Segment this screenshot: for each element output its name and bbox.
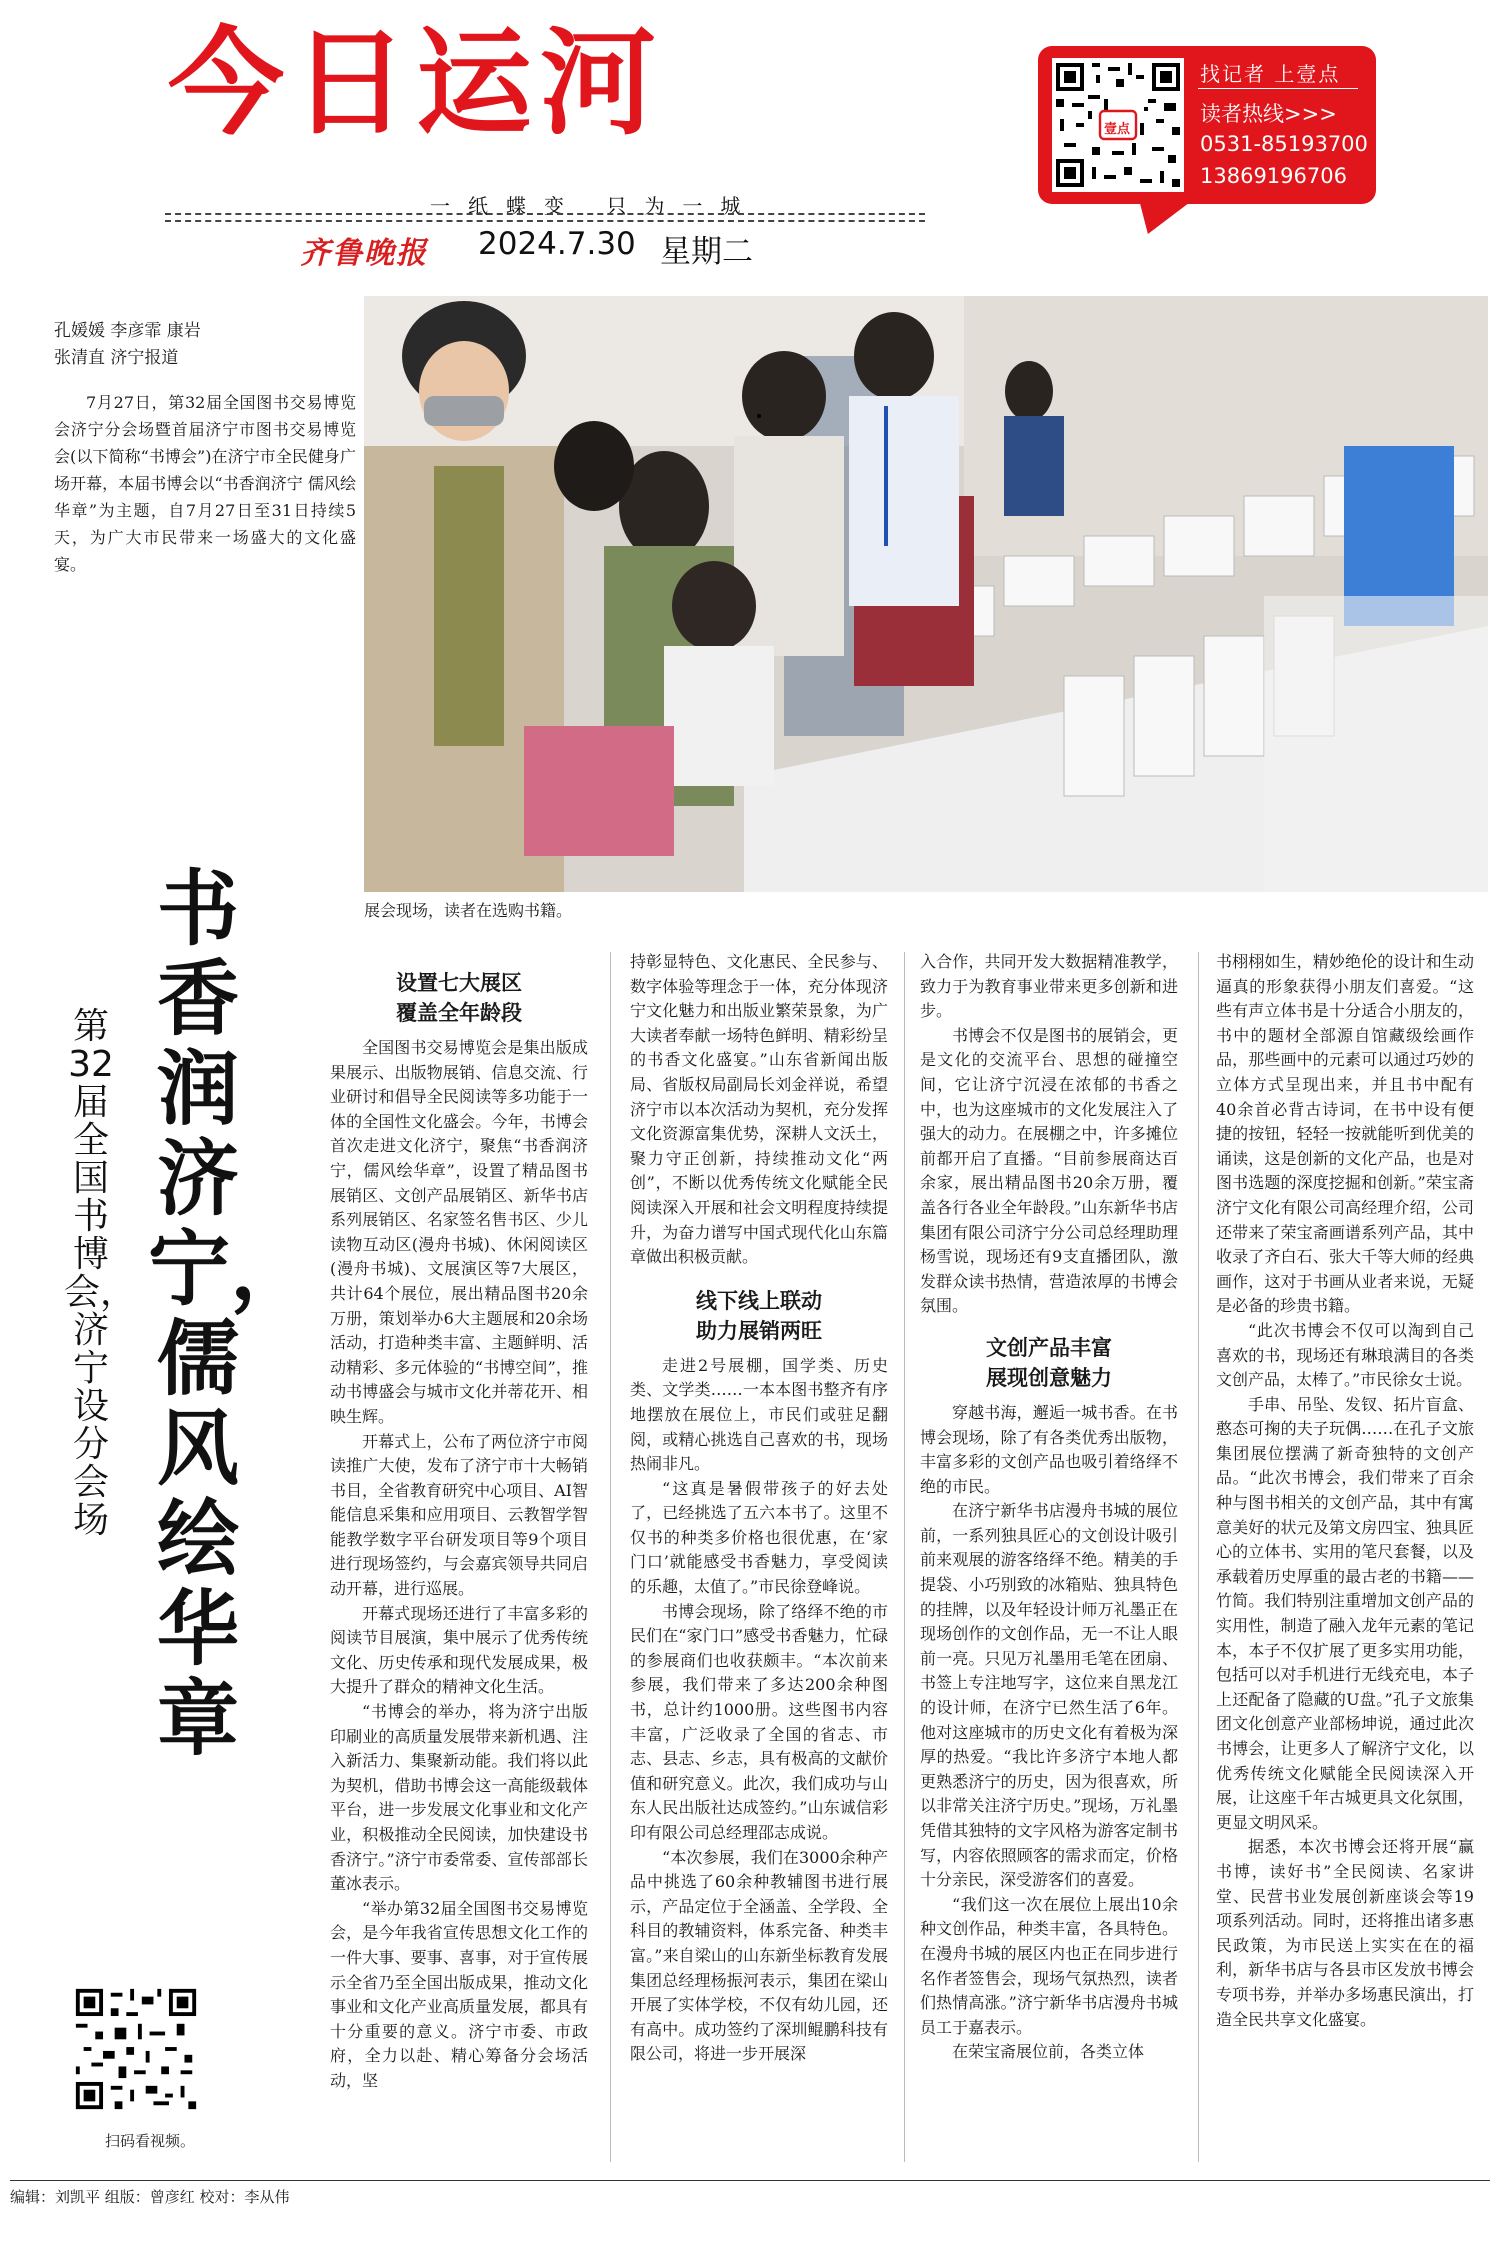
- section-heading: [330, 968, 588, 1028]
- footer-divider: [10, 2180, 1490, 2181]
- paragraph: 据悉，本次书博会还将开展“赢书博，读好书”全民阅读、名家讲堂、民营书业发展创新座谈会等19项系列活动。同时，还将推出诸多惠民政策，为市民送上实实在在的福利，新华书店与各县市区发放书博会专项书券，并举办多场惠民演出，打造全民共享文化盛宴。: [1216, 1837, 1474, 2029]
- article-column-1: [330, 966, 588, 2094]
- paragraph: 书博会现场，除了络绎不绝的市民们在“家门口”感受书香魅力，忙碌的参展商们也收获颇丰。“本次前来参展，我们带来了多达200余种图书，总计约1000册。这些图书内容丰富，广泛收录了全国的省志、市志、县志、乡志，具有极高的文献价值和研究意义。此次，我们成功与山东人民出版社达成签约。”山东诚信彩印有限公司总经理邵志成说。: [630, 1601, 888, 1842]
- paragraph: “书博会的举办，将为济宁出版印刷业的高质量发展带来新机遇、注入新活力、集聚新动能。我们将以此为契机，借助书博会这一高能级载体平台，进一步发展文化事业和文化产业，积极推动全民阅读，加快建设书香济宁。”济宁市委常委、宣传部部长董冰表示。: [330, 1702, 588, 1894]
- book-fair-scene-illustration: [364, 296, 1488, 892]
- paragraph: “这真是暑假带孩子的好去处了，已经挑选了五六本书了。这里不仅书的种类多价格也很优惠，在‘家门口’就能感受书香魅力，享受阅读的乐趣，太值了。”市民徐登峰说。: [630, 1478, 888, 1597]
- news-photo: [364, 296, 1488, 892]
- section-heading: [920, 1333, 1178, 1393]
- hotline-divider: [1198, 88, 1358, 89]
- main-headline: 书香润济宁，儒风绘华章: [148, 861, 313, 1767]
- hotline-label: 读者热线>>>: [1200, 102, 1337, 126]
- issue-weekday: 星期二: [660, 234, 753, 270]
- masthead-slogan: 一纸蝶变 只为一城: [430, 194, 759, 218]
- column-divider: [1198, 952, 1199, 2162]
- hotline-phone-1: 0531-85193700: [1200, 132, 1368, 156]
- paragraph: 在济宁新华书店漫舟书城的展位前，一系列独具匠心的文创设计吸引前来观展的游客络绎不绝。精美的手提袋、小巧别致的冰箱贴、独具特色的挂牌，以及年轻设计师万礼墨正在现场创作的文创作品，无一不让人眼前一亮。只见万礼墨用毛笔在团扇、书签上专注地写字，这位来自黑龙江的设计师，在济宁已然生活了6年。他对这座城市的历史文化有着极为深厚的热爱。“我比许多济宁本地人都更熟悉济宁的历史，因为很喜欢，所以非常关注济宁历史。”现场，万礼墨凭借其独特的文字风格为游客定制书写，内容依照顾客的需求而定，价格十分亲民，深受游客们的喜爱。: [920, 1501, 1178, 1890]
- paragraph: 穿越书海，邂逅一城书香。在书博会现场，除了有各类优秀出版物，丰富多彩的文创产品也吸引着络绎不绝的市民。: [920, 1402, 1178, 1496]
- paragraph: 手串、吊坠、发钗、拓片盲盒、憨态可掬的夫子玩偶……在孔子文旅集团展位摆满了新奇独特的文创产品。“此次书博会，我们带来了百余种与图书相关的文创产品，其中有寓意美好的状元及第文房四宝、独具匠心的立体书、实用的笔尺套餐，以及承载着历史厚重的最古老的书籍——竹简。我们特别注重增加文创产品的实用性，制造了融入龙年元素的笔记本，本子不仅扩展了更多实用功能，包括可以对手机进行无线充电，本子上还配备了隐藏的U盘。”孔子文旅集团文化创意产业部杨坤说，通过此次书博会，让更多人了解济宁文化，以优秀传统文化赋能全民阅读深入开展，让这座千年古城更具文化氛围，更显文明风采。: [1216, 1394, 1474, 1832]
- column-divider: [904, 952, 905, 2162]
- qr-badge: 壹点: [1104, 122, 1131, 137]
- paragraph: “本次参展，我们在3000余种产品中挑选了60余种教辅图书进行展示，产品定位于全涵盖、全学段、全科目的教辅资料，体系完备、种类丰富。”来自梁山的山东新坐标教育发展集团总经理杨振河表示，集团在梁山开展了实体学校，不仅有幼儿园，还有高中。成功签约了深圳鲲鹏科技有限公司，将进一步开展深: [630, 1847, 888, 2064]
- paragraph: “举办第32届全国图书交易博览会，是今年我省宣传思想文化工作的一件大事、要事、喜事，对于宣传展示全省乃至全国出版成果，推动文化事业和文化产业高质量发展，都具有十分重要的意义。济宁市委、市政府，全力以赴、精心筹备分会场活动，坚: [330, 1898, 588, 2090]
- section-heading: [630, 1286, 888, 1346]
- paragraph: 在荣宝斋展位前，各类立体: [952, 2042, 1145, 2062]
- byline: [54, 318, 364, 372]
- section-heading-line: 助力展销两旺: [696, 1318, 822, 1343]
- paragraph: 书博会不仅是图书的展销会，更是文化的交流平台、思想的碰撞空间，它让济宁沉浸在浓郁的书香之中，也为这座城市的文化发展注入了强大的动力。在展棚之中，许多摊位前都开启了直播。“目前参展商达百余家，展出精品图书20余万册，覆盖各行各业全年龄段。”山东新华书店集团有限公司济宁分公司总经理助理杨雪说，现场还有9支直播团队，激发群众读书热情，营造浓厚的书博会氛围。: [920, 1025, 1178, 1316]
- article-column-4: [1216, 950, 1474, 2032]
- paragraph: “我们这一次在展位上展出10余种文创作品，种类丰富，各具特色。在漫舟书城的展区内也正在同步进行名作者签售会，现场气氛热烈，读者们热情高涨。”济宁新华书店漫舟书城员工于嘉表示。: [920, 1894, 1178, 2037]
- qr-code-hotline[interactable]: [1052, 58, 1184, 192]
- paragraph: 开幕式上，公布了两位济宁市阅读推广大使，发布了济宁市十大畅销书目，全省教育研究中心项目、AI智能信息采集和应用项目、云教智学智能教学数字平台研发项目等9个项目进行现场签约，与会嘉宾领导共同启动开幕，进行巡展。: [330, 1431, 588, 1599]
- column-divider: [610, 952, 611, 2162]
- hotline-phone-2: 13869196706: [1200, 164, 1347, 188]
- masthead-divider: [165, 220, 925, 222]
- masthead-divider: [165, 213, 925, 215]
- article-column-3: [920, 950, 1178, 2065]
- photo-caption: 展会现场，读者在选购书籍。: [364, 901, 573, 920]
- article-lead: 7月27日，第32届全国图书交易博览会济宁分会场暨首届济宁市图书交易博览会(以下简称“书博会”)在济宁市全民健身广场开幕，本届书博会以“书香润济宁 儒风绘华章”为主题，自7月27日至31日持续5天，为广大市民带来一场盛大的文化盛宴。: [54, 393, 356, 574]
- hotline-slogan: 找记者 上壹点: [1200, 62, 1341, 86]
- section-heading-line: 覆盖全年龄段: [396, 1001, 522, 1025]
- section-heading-line: 文创产品丰富: [986, 1335, 1112, 1360]
- paragraph: 全国图书交易博览会是集出版成果展示、出版物展销、信息交流、行业研讨和倡导全民阅读等多功能于一体的全国性文化盛会。今年，书博会首次走进文化济宁，聚焦“书香润济宁，儒风绘华章”，设置了精品图书展销区、文创产品展销区、新华书店系列展销区、名家签名售书区、少儿读物互动区(漫舟书城)、休闲阅读区(漫舟书城)、文展演区等7大展区，共计64个展位，展出精品图书20余万册，策划举办6大主题展和20余场活动，打造种类丰富、主题鲜明、活动精彩、多元体验的“书博空间”，推动书博盛会与城市文化并蒂花开、相映生辉。: [330, 1038, 588, 1426]
- qr-code-video[interactable]: [72, 1982, 200, 2116]
- paragraph: “此次书博会不仅可以淘到自己喜欢的书，现场还有琳琅满目的各类文创产品，太棒了。”市民徐女士说。: [1216, 1320, 1474, 1390]
- masthead-title: 今日运河: [168, 16, 664, 151]
- section-heading-line: 设置七大展区: [396, 971, 522, 995]
- section-heading-line: 展现创意魅力: [986, 1365, 1112, 1390]
- paragraph: 开幕式现场还进行了丰富多彩的阅读节目展演，集中展示了优秀传统文化、历史传承和现代发展成果，极大提升了群众的精神文化生活。: [330, 1603, 588, 1697]
- qr-pattern-icon: [72, 1982, 200, 2116]
- sub-headline: 第32届全国书博会，济宁设分会场: [64, 1006, 137, 1541]
- qr-caption: 扫码看视频。: [105, 2132, 196, 2150]
- newspaper-name: 齐鲁晚报: [300, 236, 428, 271]
- paragraph: 入合作，共同开发大数据精准教学，致力于为教育事业带来更多创新和进步。: [920, 952, 1178, 1021]
- section-heading-line: 线下线上联动: [696, 1288, 822, 1313]
- article-column-2: [630, 950, 888, 2067]
- issue-date: 2024.7.30: [478, 226, 636, 262]
- byline-authors-location: 张清直 济宁报道: [54, 348, 179, 368]
- paragraph: 持彰显特色、文化惠民、全民参与、数字体验等理念于一体，充分体现济宁文化魅力和出版业繁荣景象，为广大读者奉献一场特色鲜明、精彩纷呈的书香文化盛宴。”山东省新闻出版局、省版权局副局长刘金祥说，希望济宁市以本次活动为契机，充分发挥文化资源富集优势，深耕人文沃土，聚力守正创新，持续推动文化“两创”，不断以优秀传统文化赋能全民阅读深入开展和社会文明程度持续提升，为奋力谱写中国式现代化山东篇章做出积极贡献。: [630, 952, 888, 1267]
- paragraph: 走进2号展棚，国学类、历史类、文学类……一本本图书整齐有序地摆放在展位上，市民们或驻足翻阅，或精心挑选自己喜欢的书，现场热闹非凡。: [630, 1355, 888, 1474]
- editor-credits: 编辑：刘凯平 组版：曾彦红 校对：李从伟: [10, 2188, 290, 2206]
- byline-authors: 孔媛媛 李彦霏 康岩: [54, 321, 201, 341]
- paragraph: 书栩栩如生，精妙绝伦的设计和生动逼真的形象获得小朋友们喜爱。“这些有声立体书是十分适合小朋友的，书中的题材全部源自馆藏级绘画作品，那些画中的元素可以通过巧妙的立体方式呈现出来，并且书中配有40余首必背古诗词，在书中设有便捷的按钮，轻轻一按就能听到优美的诵读，这是创新的文化产品，也是对图书选题的深度挖掘和创新。”荣宝斋济宁文化有限公司高经理介绍，公司还带来了荣宝斋画谱系列产品，其中收录了齐白石、张大千等大师的经典画作，这对于书画从业者来说，无疑是必备的珍贵书籍。: [1216, 952, 1474, 1316]
